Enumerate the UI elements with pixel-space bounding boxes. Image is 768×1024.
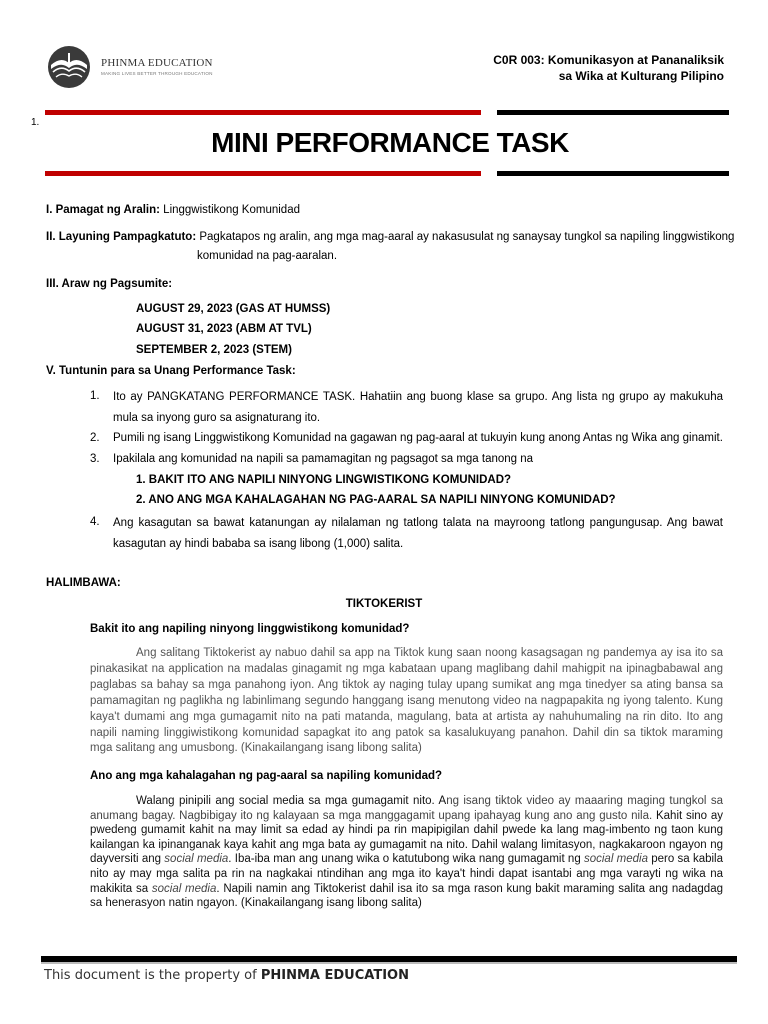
course-title [493,52,724,84]
example-title: TIKTOKERIST [345,598,423,610]
example-paragraph-2 [90,794,723,911]
section-pamagat [46,203,300,218]
layunin-value-cont: komunidad na pag-aaralan. [197,250,338,262]
divider-black-bottom [497,171,729,176]
instruction-number: 3. [90,453,100,465]
example-label: HALIMBAWA: [46,577,121,589]
course-line-1: C0R 003: Komunikasyon at Pananaliksik [493,53,724,67]
instruction-number: 4. [90,516,100,528]
footer-prefix: This document is the property of [44,968,261,983]
phinma-logo [47,45,217,89]
p2-segment: ng isang tiktok video ay maaaring maging tungkol sa anumang bagay. Nagbibigay ito ng kalayaan sa mga manggagamit upang ipahayag kung ano ang gusto nila. [90,795,724,822]
footer-brand: PHINMA EDUCATION [260,968,409,983]
layunin-label: II. Layuning Pampagkatuto: [46,231,197,243]
p2-segment-italic: social media [151,882,217,895]
instruction-text: Ipakilala ang komunidad na napili sa pamamagitan ng pagsagot sa mga tanong na [113,453,534,465]
instruction-text: Pumili ng isang Linggwistikong Komunidad na gagawan ng pag-aaral at tukuyin kung anong Antas ng Wika ang ginamit. [113,432,723,444]
p2-segment-italic: social media [164,853,229,866]
p2-segment-italic: social media [583,853,648,866]
divider-black-top [497,110,729,115]
pamagat-value: Linggwistikong Komunidad [163,204,300,216]
course-line-2: sa Wika at Kulturang Pilipino [558,69,724,83]
footer-notice [44,968,409,983]
number-mark: 1. [31,117,40,128]
pamagat-label: I. Pamagat ng Aralin: [46,204,160,216]
section-tuntunin [46,364,296,379]
example-question-1: Bakit ito ang napiling ninyong linggwistikong komunidad? [90,623,410,635]
section-araw [46,277,172,292]
p2-segment: . Napili namin ang Tiktokerist dahil isa ito sa mga rason kung bakit maraming salita ang nadagdag sa henerasyon natin ngayon. (Kinakailangang isang libong salita) [90,882,723,910]
date-item: AUGUST 29, 2023 (GAS AT HUMSS) [136,303,331,315]
p2-segment: Kahit sino ay pwedeng gumamit kahit na may limit sa edad ay hindi pa rin mapipigilan dahil pwede ka lang mag-imbento ng taon kung kailangan ka ipinanganak kaya kahit ang mga bata ay gumagamit na nito. Dahil walang limitasyon, nagkakaroon ngayon ng dayversiti ang [90,809,723,866]
divider-red-top [45,110,481,115]
example-question-2: Ano ang mga kahalagahan ng pag-aaral sa napiling komunidad? [90,770,443,782]
instruction-number: 2. [90,432,100,444]
logo-name: PHINMA EDUCATION [101,57,213,69]
guide-question: 2. ANO ANG MGA KAHALAGAHAN NG PAG-AARAL SA NAPILI NINYONG KOMUNIDAD? [136,494,616,506]
footer-divider-shadow [41,962,737,964]
logo-tagline: MAKING LIVES BETTER THROUGH EDUCATION [101,71,213,76]
p2-segment: . Iba-iba man ang unang wika o katutubong wika nang gumagamit ng [228,853,584,866]
p2-segment: pero sa kabila nito ay may mga salita pa rin na nagkakai ntindihan ang mga ito kaya't hindi dapat isantabi ang mga varayti ng wika na makikita sa [90,853,723,895]
date-item: SEPTEMBER 2, 2023 (STEM) [136,344,292,356]
p2-segment: Walang pinipili ang social media sa mga gumagamit nito. A [136,795,447,807]
layunin-value: Pagkatapos ng aralin, ang mga mag-aaral ay nakasusulat ng sanaysay tungkol sa napiling linggwistikong [199,231,735,243]
instruction-text: Ito ay PANGKATANG PERFORMANCE TASK. Hahatiin ang buong klase sa grupo. Ang lista ng grupo ay makukuha mula sa inyong guro sa asignaturang ito. [113,391,723,424]
instruction-number: 1. [90,390,100,402]
example-paragraph-1: Ang salitang Tiktokerist ay nabuo dahil sa app na Tiktok kung saan noong kasagsagan ng pandemya ay isa ito sa pinakasikat na application na madalas ginagamit ng mga kabataan upang maglibang dahil mahigpit na ipinagbabawal ang paglabas sa bahay sa mga panahong iyon. Ang tiktok ay naging tulay upang sumikat ang mga tinedyer sa ating bansa sa pamamagitan ng paglikha ng labinlimang segundo hanggang isang menutong video na nagpapakita ng iyong talento. Kung kaya't dumami ang mga gumagamit nito na pati matanda, magulang, bata at artista ay nahuhumaling na rin dito. Ito ang napili naming linggiwistikong komunidad sapagkat ito ang patok sa kasalukuyang panahon. Dahil din sa tiktok maraming mga salitang ang umusbong. (Kinakailangang isang libong salita) [90,647,723,755]
guide-question: 1. BAKIT ITO ANG NAPILI NINYONG LINGWISTIKONG KOMUNIDAD? [136,474,512,486]
tuntunin-label: V. Tuntunin para sa Unang Performance Task: [46,365,296,377]
araw-label: III. Araw ng Pagsumite: [46,278,173,290]
date-item: AUGUST 31, 2023 (ABM AT TVL) [136,323,312,335]
divider-red-bottom [45,171,481,176]
phinma-logo-icon [47,45,91,89]
section-layunin [46,230,734,245]
page-title: MINI PERFORMANCE TASK [211,127,569,158]
instruction-text: Ang kasagutan sa bawat katanungan ay nilalaman ng tatlong talata na mayroong tatlong pangungusap. Ang bawat kasagutan ay hindi bababa sa isang libong (1,000) salita. [113,517,723,550]
